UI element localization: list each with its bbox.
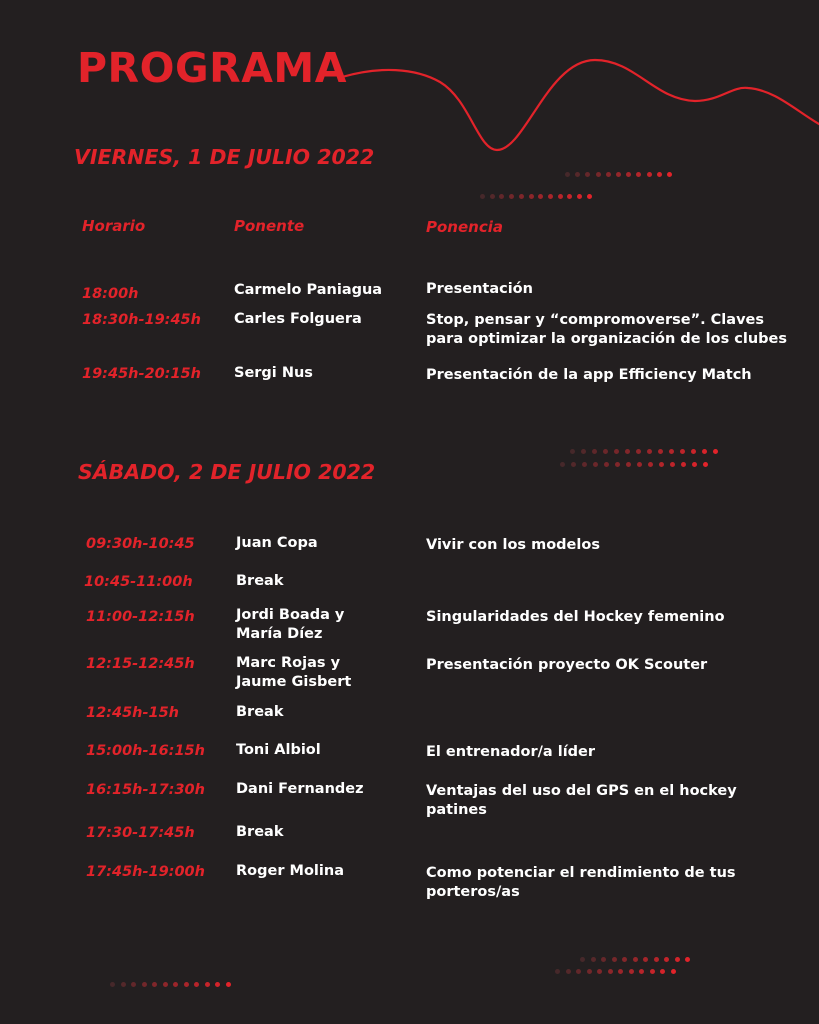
decorative-dot [570,449,575,454]
decorative-dot [639,969,644,974]
decorative-dot [131,982,136,987]
decorative-dot [587,969,592,974]
decorative-dot [226,982,231,987]
decorative-dot [205,982,210,987]
day1-row-1-speaker: Carmelo Paniagua [234,282,383,298]
decorative-dot [629,969,634,974]
decorative-dot [614,449,619,454]
day1-row-1-talk: Presentación [426,281,533,297]
day2-row-4-speaker: Marc Rojas y Jaume Gisbert [236,655,352,690]
decorative-dot [152,982,157,987]
day2-row-6-speaker: Toni Albiol [236,742,321,758]
day2-row-4-talk: Presentación proyecto OK Scouter [426,657,708,673]
day1-row-2-talk: Stop, pensar y “compromoverse”. Claves para optimizar la organización de los clubes [426,312,787,347]
decorative-dot [597,969,602,974]
decorative-dot [184,982,189,987]
day2-row-3-speaker: Jordi Boada y María Díez [236,607,345,642]
decorative-dot [660,969,665,974]
decorative-dot [669,449,674,454]
day2-row-9-talk: Como potenciar el rendimiento de tus porteros/as [426,865,736,900]
day2-row-5-time: 12:45h-15h [86,705,179,721]
day2-row-7-talk: Ventajas del uso del GPS en el hockey patines [426,783,737,818]
decorative-dot [615,462,620,467]
day1-row-2-speaker: Carles Folguera [234,311,362,327]
day1-row-3-talk: Presentación de la app Efficiency Match [426,367,752,383]
decorative-dot [622,957,627,962]
column-header-talk: Ponencia [426,218,503,236]
day2-row-2-speaker: Break [236,573,284,589]
decorative-dot [519,194,524,199]
column-header-time: Horario [82,217,146,235]
decorative-dot [566,969,571,974]
decorative-dot [636,449,641,454]
decorative-dot [643,957,648,962]
decorative-dot [648,462,653,467]
day1-row-2-time: 18:30h-19:45h [82,312,201,328]
day1-row-3-speaker: Sergi Nus [234,365,313,381]
decorative-dot [691,449,696,454]
decorative-dot [664,957,669,962]
decorative-dot [626,462,631,467]
decorative-dot [596,172,601,177]
day2-row-4-time: 12:15-12:45h [86,656,195,672]
decorative-dot [608,969,613,974]
decorative-dot [625,449,630,454]
decorative-dot [667,172,672,177]
decorative-dot [565,172,570,177]
page-title: PROGRAMA [77,44,347,92]
day2-row-7-speaker: Dani Fernandez [236,781,364,797]
decorative-dot [571,462,576,467]
decorative-dot [587,194,592,199]
day2-row-7-time: 16:15h-17:30h [86,782,205,798]
decorative-dot [685,957,690,962]
decorative-dot [581,449,586,454]
day1-row-1-time: 18:00h [82,286,139,302]
column-header-speaker: Ponente [234,217,305,235]
day1-title: VIERNES, 1 DE JULIO 2022 [74,145,375,169]
day2-title: SÁBADO, 2 DE JULIO 2022 [78,460,376,484]
decorative-dot [670,462,675,467]
decorative-dot [618,969,623,974]
decorative-dot [592,449,597,454]
decorative-dot [490,194,495,199]
decorative-dot [558,194,563,199]
decorative-dot [580,957,585,962]
decorative-dot [616,172,621,177]
day2-row-1-speaker: Juan Copa [236,535,318,551]
decorative-dot [582,462,587,467]
decorative-dot [560,462,565,467]
day2-row-1-time: 09:30h-10:45 [86,536,195,552]
decorative-dot [603,449,608,454]
decorative-dot [647,172,652,177]
decorative-dot [671,969,676,974]
day2-row-3-time: 11:00-12:15h [86,609,195,625]
decorative-dot [173,982,178,987]
decorative-dot [480,194,485,199]
decorative-dot [142,982,147,987]
decorative-dot [215,982,220,987]
decorative-dot [110,982,115,987]
decorative-dot [612,957,617,962]
decorative-dot [591,957,596,962]
decorative-dot [680,449,685,454]
day2-row-8-time: 17:30-17:45h [86,825,195,841]
decorative-dot [601,957,606,962]
day2-row-2-time: 10:45-11:00h [84,574,193,590]
day2-row-8-speaker: Break [236,824,284,840]
decorative-dot [606,172,611,177]
decorative-dot [713,449,718,454]
decorative-dot [647,449,652,454]
decorative-dot [702,449,707,454]
decorative-dot [658,449,663,454]
decorative-dot [604,462,609,467]
decorative-dot [163,982,168,987]
decorative-dot [659,462,664,467]
day2-row-6-talk: El entrenador/a líder [426,744,596,760]
decorative-dot [555,969,560,974]
day2-row-9-speaker: Roger Molina [236,863,344,879]
day2-row-9-time: 17:45h-19:00h [86,864,205,880]
decorative-dot [654,957,659,962]
decorative-dot [548,194,553,199]
decorative-dot [194,982,199,987]
decorative-dot [529,194,534,199]
decorative-dot [675,957,680,962]
day1-row-3-time: 19:45h-20:15h [82,366,201,382]
decorative-dot [681,462,686,467]
decorative-dot [637,462,642,467]
decorative-dot [703,462,708,467]
day2-row-1-talk: Vivir con los modelos [426,537,600,553]
day2-row-3-talk: Singularidades del Hockey femenino [426,609,725,625]
decorative-dot [121,982,126,987]
decorative-dot [650,969,655,974]
day2-row-5-speaker: Break [236,704,284,720]
decorative-dot [593,462,598,467]
decorative-dot [657,172,662,177]
decorative-dot [633,957,638,962]
decorative-dot [576,969,581,974]
decorative-dot [577,194,582,199]
decorative-dot [692,462,697,467]
day2-row-6-time: 15:00h-16:15h [86,743,205,759]
